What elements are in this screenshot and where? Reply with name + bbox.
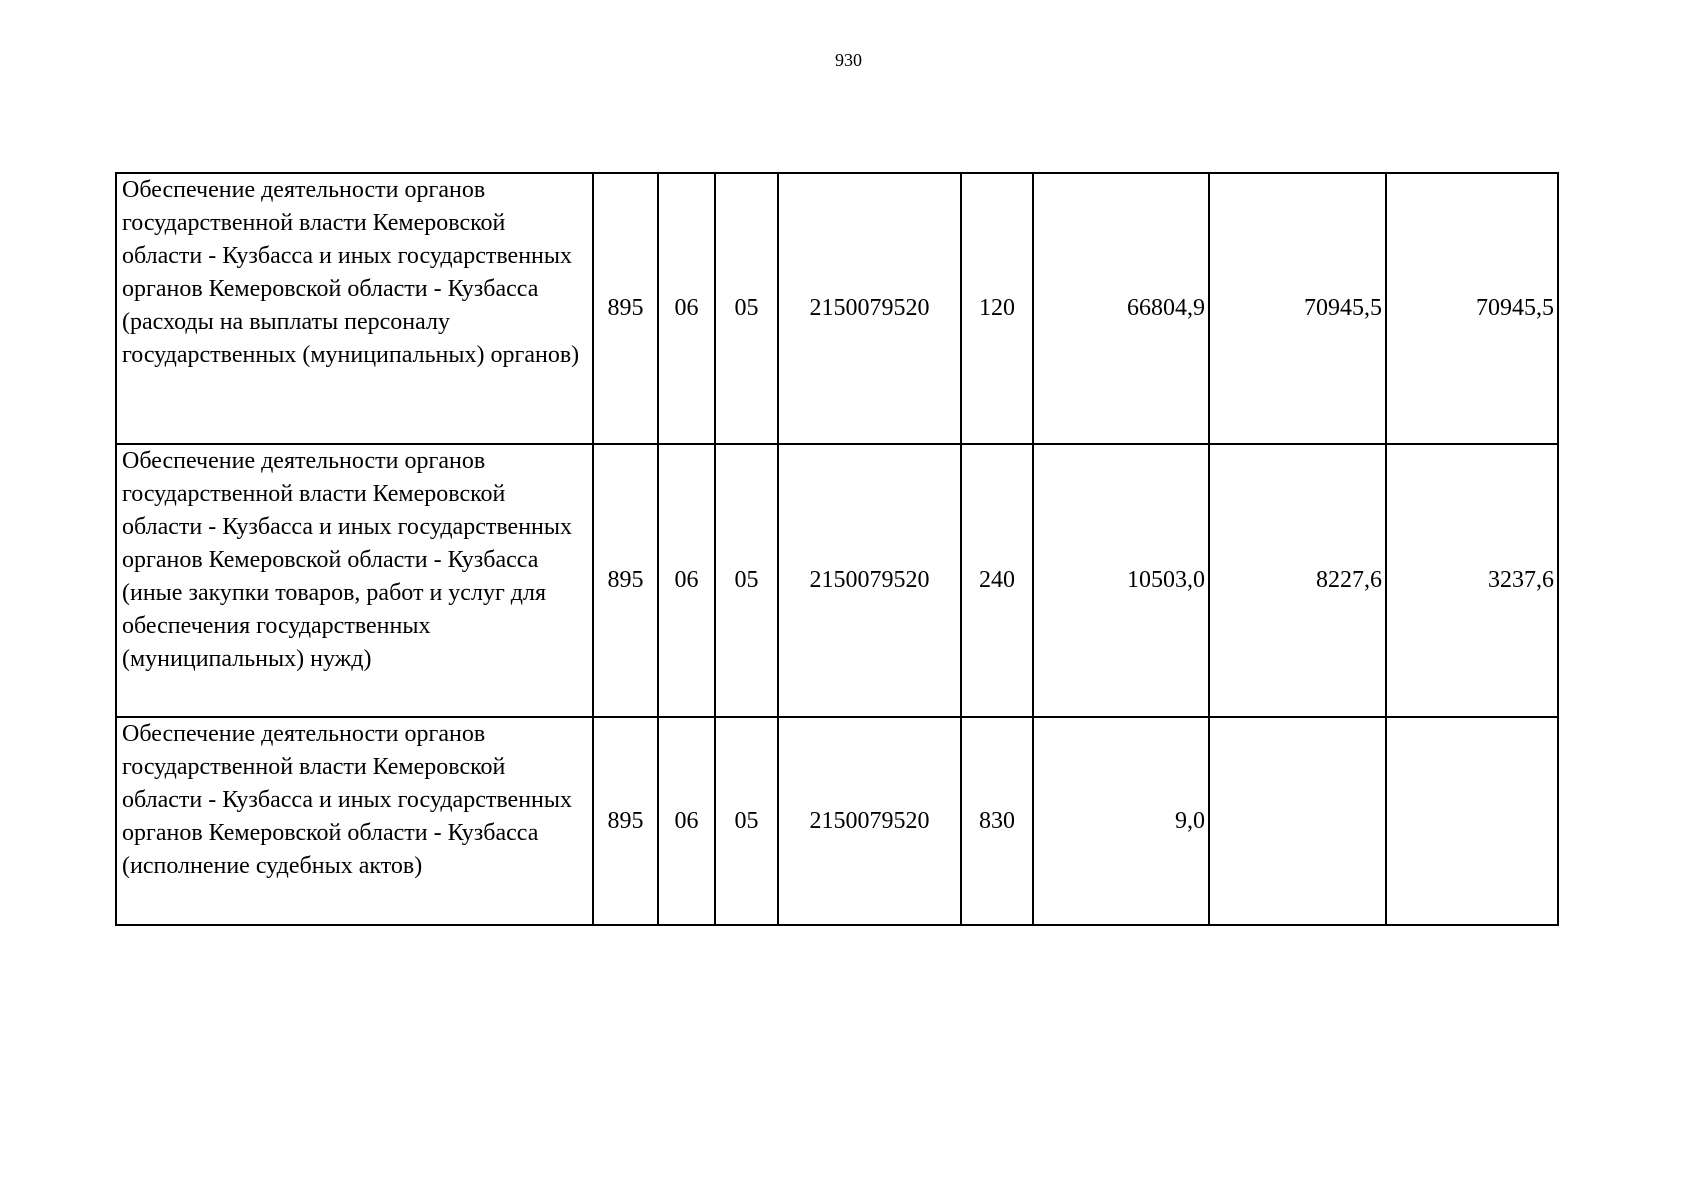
expense-type-code: 830 — [961, 717, 1033, 925]
amount-year-3: 70945,5 — [1386, 173, 1558, 444]
expense-description: Обеспечение деятельности органов государственной власти Кемеровской области - Кузбасса и иных государственных органов Кемеровской области - Кузбасса (исполнение судебных актов) — [116, 717, 593, 925]
amount-year-1: 10503,0 — [1033, 444, 1209, 717]
table-row — [116, 717, 1558, 925]
target-article-code: 2150079520 — [778, 173, 961, 444]
amount-year-1: 66804,9 — [1033, 173, 1209, 444]
section-code: 06 — [658, 717, 715, 925]
expense-type-code: 240 — [961, 444, 1033, 717]
page-number: 930 — [835, 50, 862, 70]
section-code: 06 — [658, 173, 715, 444]
amount-year-1: 9,0 — [1033, 717, 1209, 925]
section-code: 06 — [658, 444, 715, 717]
subsection-code: 05 — [715, 717, 778, 925]
ministry-code: 895 — [593, 717, 658, 925]
expense-description: Обеспечение деятельности органов государственной власти Кемеровской области - Кузбасса и иных государственных органов Кемеровской области - Кузбасса (иные закупки товаров, работ и услуг для обеспечения государственных (муниципальных) нужд) — [116, 444, 593, 717]
expense-description: Обеспечение деятельности органов государственной власти Кемеровской области - Кузбасса и иных государственных органов Кемеровской области - Кузбасса (расходы на выплаты персоналу государственных (муниципальных) органов) — [116, 173, 593, 444]
expense-type-code: 120 — [961, 173, 1033, 444]
amount-year-2: 8227,6 — [1209, 444, 1386, 717]
target-article-code: 2150079520 — [778, 444, 961, 717]
ministry-code: 895 — [593, 444, 658, 717]
table-row — [116, 173, 1558, 444]
table-row — [116, 444, 1558, 717]
amount-year-2: 70945,5 — [1209, 173, 1386, 444]
subsection-code: 05 — [715, 173, 778, 444]
amount-year-2 — [1209, 717, 1386, 925]
target-article-code: 2150079520 — [778, 717, 961, 925]
subsection-code: 05 — [715, 444, 778, 717]
amount-year-3 — [1386, 717, 1558, 925]
amount-year-3: 3237,6 — [1386, 444, 1558, 717]
budget-table — [115, 172, 1559, 926]
ministry-code: 895 — [593, 173, 658, 444]
